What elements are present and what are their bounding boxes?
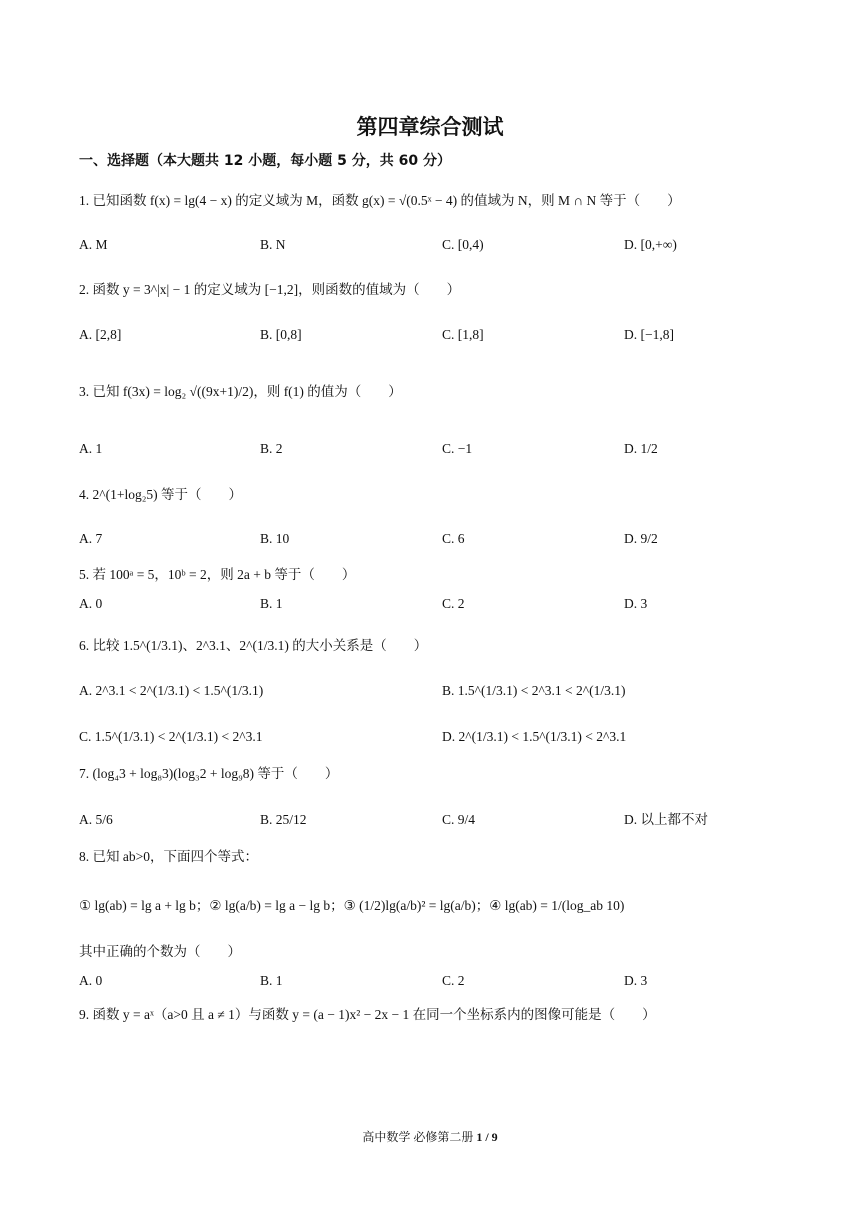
- page-footer: [0, 1130, 860, 1144]
- question-5-stem: 5. 若 100ᵃ = 5，10ᵇ = 2，则 2a + b 等于（ ）: [79, 567, 356, 582]
- question-4-option-c: C. 6: [442, 531, 465, 546]
- question-9-stem: 9. 函数 y = aˣ（a>0 且 a ≠ 1）与函数 y = (a − 1)x² − 2x − 1 在同一个坐标系内的图像可能是（ ）: [79, 1007, 656, 1022]
- question-1-stem: 1. 已知函数 f(x) = lg(4 − x) 的定义域为 M，函数 g(x) = √(0.5ˣ − 4) 的值域为 N，则 M ∩ N 等于（ ）: [79, 193, 681, 208]
- question-3-option-b: B. 2: [260, 441, 283, 456]
- question-2-option-c: C. [1,8]: [442, 327, 484, 342]
- question-7-stem: 7. (log₄3 + log₈3)(log₃2 + log₉8) 等于（ ）: [79, 766, 339, 781]
- footer-text: 高中数学 必修第二册: [362, 1130, 474, 1144]
- question-7-option-d: D. 以上都不对: [624, 812, 708, 827]
- question-8-stem: 8. 已知 ab>0，下面四个等式：: [79, 849, 258, 864]
- question-8-option-d: D. 3: [624, 973, 648, 988]
- question-3-option-c: C. −1: [442, 441, 473, 456]
- question-8-option-b: B. 1: [260, 973, 283, 988]
- section-heading: 一、选择题（本大题共 12 小题，每小题 5 分，共 60 分）: [79, 153, 451, 169]
- question-3-stem: 3. 已知 f(3x) = log₂ √((9x+1)/2)，则 f(1) 的值为（ ）: [79, 384, 402, 399]
- question-5-option-a: A. 0: [79, 596, 103, 611]
- question-6-option-b: B. 1.5^(1/3.1) < 2^3.1 < 2^(1/3.1): [442, 683, 626, 698]
- question-8-option-c: C. 2: [442, 973, 465, 988]
- question-1-option-a: A. M: [79, 237, 108, 252]
- question-4-option-b: B. 10: [260, 531, 290, 546]
- question-6-option-d: D. 2^(1/3.1) < 1.5^(1/3.1) < 2^3.1: [442, 729, 627, 744]
- question-3-option-a: A. 1: [79, 441, 103, 456]
- question-6-option-c: C. 1.5^(1/3.1) < 2^(1/3.1) < 2^3.1: [79, 729, 263, 744]
- question-7-option-a: A. 5/6: [79, 812, 113, 827]
- question-2-stem: 2. 函数 y = 3^|x| − 1 的定义域为 [−1,2]，则函数的值域为（ ）: [79, 282, 461, 297]
- page-title: 第四章综合测试: [356, 115, 504, 139]
- question-7-option-c: C. 9/4: [442, 812, 476, 827]
- question-2-option-b: B. [0,8]: [260, 327, 302, 342]
- question-5-option-c: C. 2: [442, 596, 465, 611]
- question-1-option-b: B. N: [260, 237, 286, 252]
- question-8-option-a: A. 0: [79, 973, 103, 988]
- question-5-option-d: D. 3: [624, 596, 648, 611]
- page-number: 1 / 9: [476, 1130, 498, 1144]
- question-3-option-d: D. 1/2: [624, 441, 658, 456]
- question-2-option-d: D. [−1,8]: [624, 327, 674, 342]
- question-8-follow: 其中正确的个数为（ ）: [79, 944, 241, 959]
- question-6-option-a: A. 2^3.1 < 2^(1/3.1) < 1.5^(1/3.1): [79, 683, 264, 698]
- question-4-option-d: D. 9/2: [624, 531, 658, 546]
- question-4-option-a: A. 7: [79, 531, 103, 546]
- question-4-stem: 4. 2^(1+log₂5) 等于（ ）: [79, 487, 243, 502]
- question-8-statements: ① lg(ab) = lg a + lg b；② lg(a/b) = lg a − lg b；③ (1/2)lg(a/b)² = lg(a/b)；④ lg(ab) = 1/(log_ab 10): [79, 898, 625, 913]
- question-2-option-a: A. [2,8]: [79, 327, 122, 342]
- question-6-stem: 6. 比较 1.5^(1/3.1)、2^3.1、2^(1/3.1) 的大小关系是（ ）: [79, 638, 428, 653]
- question-7-option-b: B. 25/12: [260, 812, 307, 827]
- question-5-option-b: B. 1: [260, 596, 283, 611]
- question-1-option-c: C. [0,4): [442, 237, 484, 252]
- question-1-option-d: D. [0,+∞): [624, 237, 677, 252]
